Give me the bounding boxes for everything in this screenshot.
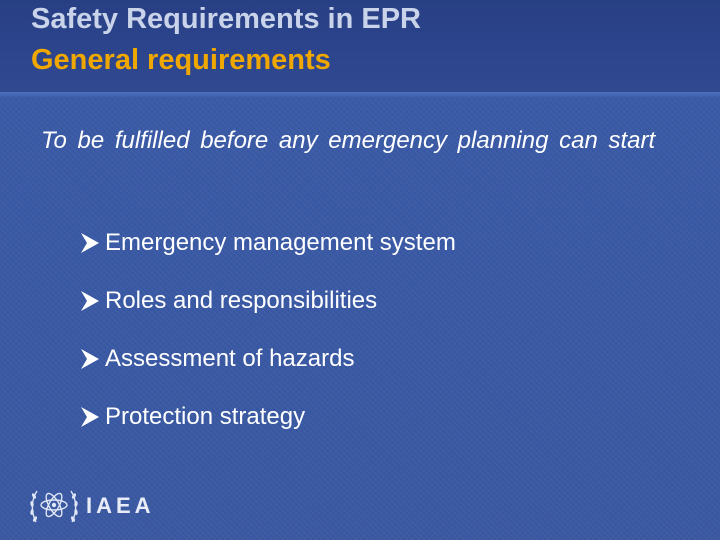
bullet-item	[78, 388, 456, 446]
slide-title: Safety Requirements in EPR	[31, 3, 421, 35]
bullet-label: Emergency management system	[105, 229, 456, 256]
bullet-label: Protection strategy	[105, 403, 306, 430]
bullet-list	[78, 214, 456, 446]
bullet-label: Roles and responsibilities	[105, 287, 378, 314]
bullet-item	[78, 272, 456, 330]
title-divider	[0, 92, 720, 98]
arrow-right-icon	[78, 289, 102, 313]
arrow-right-icon	[78, 347, 102, 371]
logo-text: IAEA	[86, 493, 155, 518]
iaea-logo	[28, 482, 155, 530]
arrow-right-icon	[78, 405, 102, 429]
iaea-emblem-icon	[28, 482, 80, 530]
bullet-item	[78, 330, 456, 388]
bullet-item	[78, 214, 456, 272]
slide-subtitle: General requirements	[31, 44, 331, 76]
intro-text: To be fulfilled before any emergency planning can start	[41, 127, 656, 154]
arrow-right-icon	[78, 231, 102, 255]
bullet-label: Assessment of hazards	[105, 345, 355, 372]
